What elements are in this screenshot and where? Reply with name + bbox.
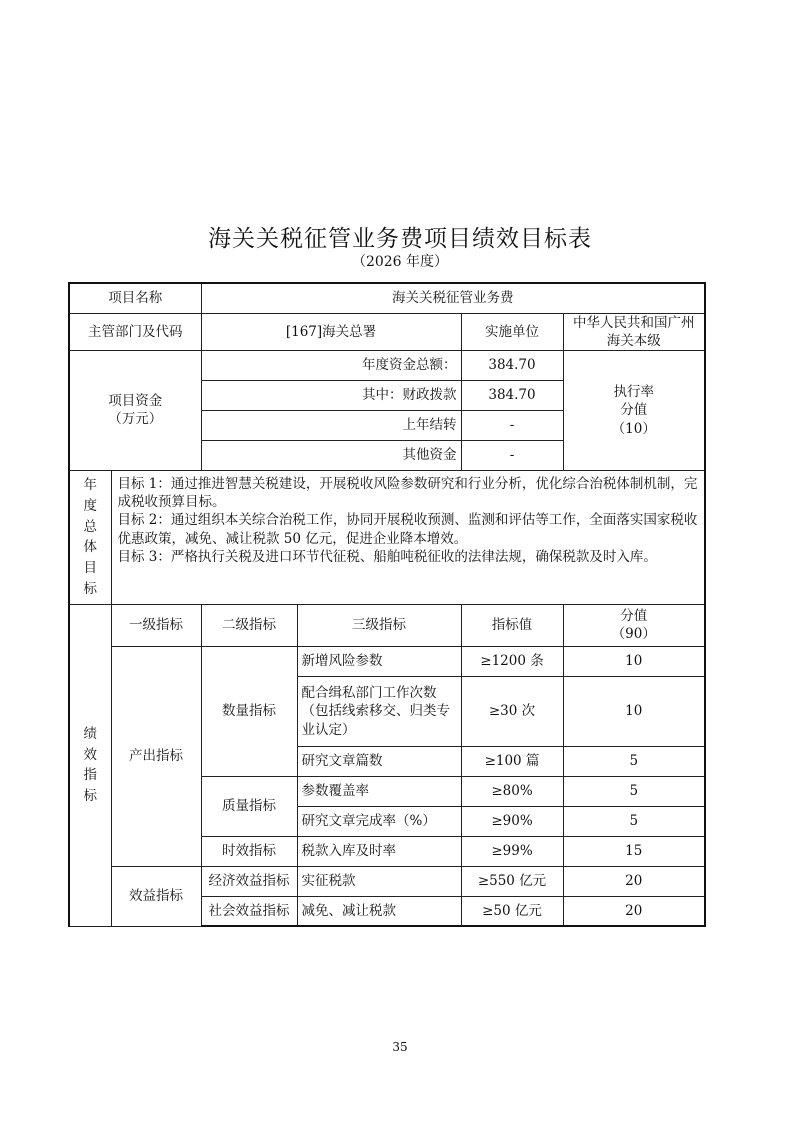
document-title: 海关关税征管业务费项目绩效目标表 bbox=[208, 226, 592, 252]
performance-target-table bbox=[68, 282, 706, 927]
value-cell: ≥100 篇 bbox=[461, 746, 563, 776]
indicators-label-char: 效 bbox=[83, 746, 97, 763]
indicators-label-char: 标 bbox=[83, 788, 97, 805]
goal-item-3: 目标 3：严格执行关税及进口环节代征税、船舶吨税征收的法律法规，确保税款及时入库。 bbox=[117, 548, 657, 565]
funds-row-label: 其他资金 bbox=[201, 440, 461, 470]
quality-indicator-label: 质量指标 bbox=[201, 776, 297, 836]
header-value: 指标值 bbox=[461, 604, 563, 646]
level3-cell: 参数覆盖率 bbox=[297, 776, 461, 806]
funds-label-line1: 项目资金 bbox=[108, 393, 163, 410]
header-level3: 三级指标 bbox=[297, 604, 461, 646]
funds-row-value: - bbox=[461, 440, 563, 470]
level3-cell: 税款入库及时率 bbox=[297, 836, 461, 866]
goal-item-1: 目标 1：通过推进智慧关税建设，开展税收风险参数研究和行业分析，优化综合治税体制机制，完成税收预算目标。 bbox=[117, 475, 698, 511]
level3-cell: 新增风险参数 bbox=[297, 646, 461, 676]
funds-score bbox=[563, 350, 705, 470]
funds-score-line3: （10） bbox=[611, 420, 656, 437]
value-cell: ≥99% bbox=[461, 836, 563, 866]
goals-label bbox=[69, 470, 111, 604]
header-score bbox=[563, 604, 705, 646]
value-cell: ≥30 次 bbox=[461, 676, 563, 746]
indicators-label bbox=[69, 604, 111, 926]
value-cell: ≥1200 条 bbox=[461, 646, 563, 676]
value-cell: ≥550 亿元 bbox=[461, 866, 563, 896]
funds-label bbox=[69, 350, 201, 470]
goals-label-char: 目 bbox=[83, 560, 97, 577]
goals-label-char: 年 bbox=[83, 476, 97, 493]
header-level1: 一级指标 bbox=[111, 604, 201, 646]
level3-cell: 减免、减让税款 bbox=[297, 896, 461, 926]
document-subtitle: （2026 年度） bbox=[351, 254, 449, 270]
score-cell: 20 bbox=[563, 896, 705, 926]
funds-score-line2: 分值 bbox=[620, 402, 648, 419]
value-cell: ≥50 亿元 bbox=[461, 896, 563, 926]
page-number: 35 bbox=[392, 1040, 408, 1054]
funds-row-label: 其中：财政拨款 bbox=[201, 380, 461, 410]
funds-score-line1: 执行率 bbox=[613, 384, 654, 401]
impl-unit-label: 实施单位 bbox=[461, 313, 563, 350]
goals-label-char: 体 bbox=[83, 539, 97, 556]
dept-value: [167]海关总署 bbox=[201, 313, 461, 350]
funds-row-value: 384.70 bbox=[461, 380, 563, 410]
header-level2: 二级指标 bbox=[201, 604, 297, 646]
value-cell: ≥90% bbox=[461, 806, 563, 836]
value-cell: ≥80% bbox=[461, 776, 563, 806]
score-cell: 5 bbox=[563, 806, 705, 836]
funds-label-line2: （万元） bbox=[108, 411, 163, 428]
header-score-line1: 分值 bbox=[620, 608, 648, 625]
dept-label: 主管部门及代码 bbox=[69, 313, 201, 350]
score-cell: 5 bbox=[563, 776, 705, 806]
score-cell: 15 bbox=[563, 836, 705, 866]
project-name-label: 项目名称 bbox=[69, 283, 201, 313]
benefit-indicator-label: 效益指标 bbox=[111, 866, 201, 926]
impl-unit-value: 中华人民共和国广州海关本级 bbox=[563, 313, 705, 350]
funds-row-value: - bbox=[461, 410, 563, 440]
quantity-indicator-label: 数量指标 bbox=[201, 646, 297, 776]
economic-indicator-label: 经济效益指标 bbox=[201, 866, 297, 896]
level3-cell: 研究文章完成率（%） bbox=[297, 806, 461, 836]
score-cell: 20 bbox=[563, 866, 705, 896]
timeliness-indicator-label: 时效指标 bbox=[201, 836, 297, 866]
project-name-value: 海关关税征管业务费 bbox=[201, 283, 705, 313]
indicators-label-char: 指 bbox=[83, 767, 97, 784]
level3-cell: 研究文章篇数 bbox=[297, 746, 461, 776]
indicators-label-char: 绩 bbox=[83, 725, 97, 742]
funds-row-label: 年度资金总额： bbox=[201, 350, 461, 380]
goals-text bbox=[111, 470, 705, 604]
level3-cell: 配合缉私部门工作次数（包括线索移交、归类专业认定） bbox=[297, 676, 461, 746]
score-cell: 10 bbox=[563, 676, 705, 746]
level3-cell: 实征税款 bbox=[297, 866, 461, 896]
output-indicator-label: 产出指标 bbox=[111, 646, 201, 866]
funds-row-value: 384.70 bbox=[461, 350, 563, 380]
social-indicator-label: 社会效益指标 bbox=[201, 896, 297, 926]
goals-label-char: 度 bbox=[83, 497, 97, 514]
goal-item-2: 目标 2：通过组织本关综合治税工作，协同开展税收预测、监测和评估等工作，全面落实国家税收优惠政策，减免、减让税款 50 亿元，促进企业降本增效。 bbox=[117, 512, 698, 547]
score-cell: 10 bbox=[563, 646, 705, 676]
header-score-line2: （90） bbox=[611, 626, 656, 643]
score-cell: 5 bbox=[563, 746, 705, 776]
goals-label-char: 标 bbox=[83, 581, 97, 598]
goals-label-char: 总 bbox=[83, 518, 97, 535]
funds-row-label: 上年结转 bbox=[201, 410, 461, 440]
